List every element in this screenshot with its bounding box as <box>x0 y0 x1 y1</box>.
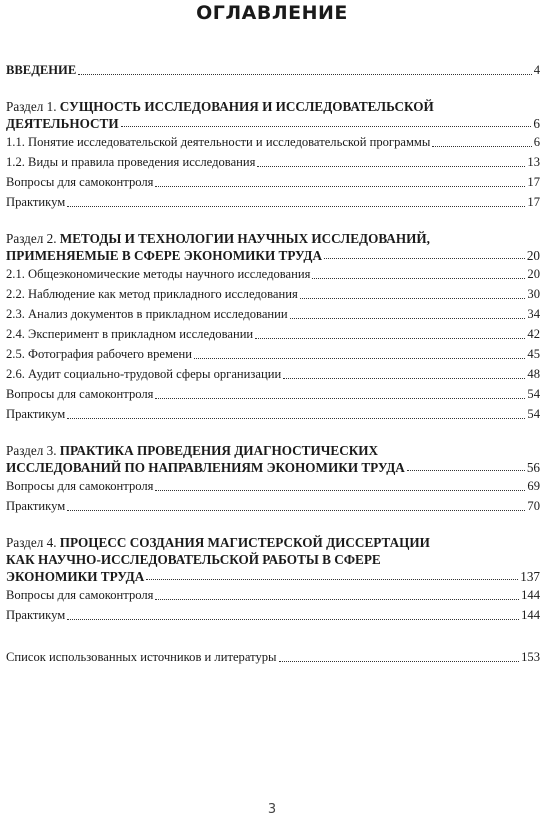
section-prefix: Раздел 1. <box>6 99 60 114</box>
toc-entry-page: 20 <box>527 267 540 281</box>
toc-entry-label: ВВЕДЕНИЕ <box>6 63 77 77</box>
toc-entry-label: Вопросы для самоконтроля <box>6 588 154 602</box>
page-number: 3 <box>267 802 277 817</box>
section-title-last-line <box>6 568 540 585</box>
section-title-end: ЭКОНОМИКИ ТРУДА <box>6 569 145 584</box>
section-title-line <box>6 534 540 551</box>
section-title-end: ИССЛЕДОВАНИЙ ПО НАПРАВЛЕНИЯМ ЭКОНОМИКИ ТРУДА <box>6 460 405 475</box>
toc-entry-page: 13 <box>527 155 540 169</box>
toc-section-3[interactable] <box>6 442 540 476</box>
leader-dots <box>67 619 519 620</box>
toc-entry[interactable] <box>6 605 540 625</box>
toc-entry-page: 137 <box>520 569 540 584</box>
toc-section-1[interactable] <box>6 98 540 132</box>
toc-entry-bibliography[interactable] <box>6 647 540 667</box>
toc-entry[interactable] <box>6 192 540 212</box>
toc-entry-label: Практикум <box>6 195 66 209</box>
toc-entry-page: 56 <box>526 460 540 475</box>
toc-entry-page: 34 <box>527 307 540 321</box>
section-prefix: Раздел 3. <box>6 443 60 458</box>
leader-dots <box>312 278 525 279</box>
section-title-last-line <box>6 247 540 264</box>
leader-dots <box>290 318 526 319</box>
section-title-last-line <box>6 459 540 476</box>
toc-entry[interactable] <box>6 384 540 404</box>
toc-entry-page: 144 <box>521 588 540 602</box>
leader-dots <box>67 206 525 207</box>
leader-dots <box>324 258 525 259</box>
toc-entry-label: Список использованных источников и литературы <box>6 650 277 664</box>
leader-dots <box>407 470 525 471</box>
toc-entry-page: 54 <box>527 407 540 421</box>
toc-entry[interactable] <box>6 264 540 284</box>
table-of-contents <box>6 60 540 667</box>
leader-dots <box>121 126 532 127</box>
section-title: ПРАКТИКА ПРОВЕДЕНИЯ ДИАГНОСТИЧЕСКИХ <box>59 443 379 458</box>
toc-entry-page: 54 <box>527 387 540 401</box>
leader-dots <box>67 418 525 419</box>
toc-entry-page: 20 <box>526 248 540 263</box>
toc-entry-page: 69 <box>527 479 540 493</box>
section-title: СУЩНОСТЬ ИССЛЕДОВАНИЯ И ИССЛЕДОВАТЕЛЬСКОЙ <box>59 99 434 114</box>
toc-entry-label: 2.5. Фотография рабочего времени <box>6 347 193 361</box>
toc-entry-label: Практикум <box>6 608 66 622</box>
toc-entry[interactable] <box>6 304 540 324</box>
toc-entry[interactable] <box>6 172 540 192</box>
section-title-last-line <box>6 115 540 132</box>
section-title-end: ПРИМЕНЯЕМЫЕ В СФЕРЕ ЭКОНОМИКИ ТРУДА <box>6 248 323 263</box>
section-title: ПРОЦЕСС СОЗДАНИЯ МАГИСТЕРСКОЙ ДИССЕРТАЦИИ <box>59 535 430 550</box>
leader-dots <box>155 398 525 399</box>
toc-entry-page: 4 <box>533 63 540 77</box>
toc-entry[interactable] <box>6 404 540 424</box>
toc-entry[interactable] <box>6 152 540 172</box>
toc-entry-label: Практикум <box>6 499 66 513</box>
toc-entry-page: 153 <box>521 650 540 664</box>
toc-entry[interactable] <box>6 132 540 152</box>
toc-entry-label: 1.1. Понятие исследовательской деятельности и исследовательской программы <box>6 135 431 149</box>
toc-entry[interactable] <box>6 324 540 344</box>
leader-dots <box>300 298 526 299</box>
leader-dots <box>257 166 525 167</box>
toc-entry-page: 42 <box>527 327 540 341</box>
toc-entry-label: Вопросы для самоконтроля <box>6 175 154 189</box>
leader-dots <box>194 358 525 359</box>
toc-entry-label: 2.3. Анализ документов в прикладном исследовании <box>6 307 288 321</box>
section-title-line: КАК НАУЧНО-ИССЛЕДОВАТЕЛЬСКОЙ РАБОТЫ В СФЕРЕ <box>6 552 381 567</box>
section-title-line <box>6 98 540 115</box>
leader-dots <box>283 378 525 379</box>
toc-entry-label: Вопросы для самоконтроля <box>6 479 154 493</box>
toc-entry-label: Вопросы для самоконтроля <box>6 387 154 401</box>
toc-entry-page: 17 <box>527 195 540 209</box>
toc-entry[interactable] <box>6 585 540 605</box>
toc-entry-page: 17 <box>527 175 540 189</box>
section-prefix: Раздел 4. <box>6 535 60 550</box>
leader-dots <box>255 338 525 339</box>
section-title-end: ДЕЯТЕЛЬНОСТИ <box>6 116 119 131</box>
toc-entry[interactable] <box>6 496 540 516</box>
section-prefix: Раздел 2. <box>6 231 60 246</box>
toc-entry-label: 2.4. Эксперимент в прикладном исследовании <box>6 327 254 341</box>
toc-entry-label: Практикум <box>6 407 66 421</box>
toc-entry-page: 6 <box>533 116 540 131</box>
leader-dots <box>432 146 531 147</box>
page-title: ОГЛАВЛЕНИЕ <box>196 2 348 24</box>
toc-entry-intro[interactable] <box>6 60 540 80</box>
leader-dots <box>155 599 519 600</box>
toc-entry-page: 48 <box>527 367 540 381</box>
leader-dots <box>78 74 531 75</box>
toc-entry-page: 70 <box>527 499 540 513</box>
toc-entry-page: 30 <box>527 287 540 301</box>
toc-entry-page: 144 <box>521 608 540 622</box>
leader-dots <box>155 186 525 187</box>
section-title-line <box>6 442 540 459</box>
toc-entry[interactable] <box>6 364 540 384</box>
section-title-line <box>6 230 540 247</box>
leader-dots <box>279 661 520 662</box>
toc-entry-label: 2.6. Аудит социально-трудовой сферы организации <box>6 367 282 381</box>
toc-entry-label: 2.2. Наблюдение как метод прикладного исследования <box>6 287 298 301</box>
toc-entry-label: 2.1. Общеэкономические методы научного исследования <box>6 267 311 281</box>
toc-entry-page: 6 <box>533 135 540 149</box>
toc-section-4[interactable] <box>6 534 540 585</box>
leader-dots <box>146 579 518 580</box>
toc-entry[interactable] <box>6 344 540 364</box>
leader-dots <box>155 490 525 491</box>
toc-entry-label: 1.2. Виды и правила проведения исследования <box>6 155 256 169</box>
section-title: МЕТОДЫ И ТЕХНОЛОГИИ НАУЧНЫХ ИССЛЕДОВАНИЙ, <box>59 231 430 246</box>
leader-dots <box>67 510 525 511</box>
toc-entry[interactable] <box>6 284 540 304</box>
toc-section-2[interactable] <box>6 230 540 264</box>
toc-entry[interactable] <box>6 476 540 496</box>
toc-entry-page: 45 <box>527 347 540 361</box>
